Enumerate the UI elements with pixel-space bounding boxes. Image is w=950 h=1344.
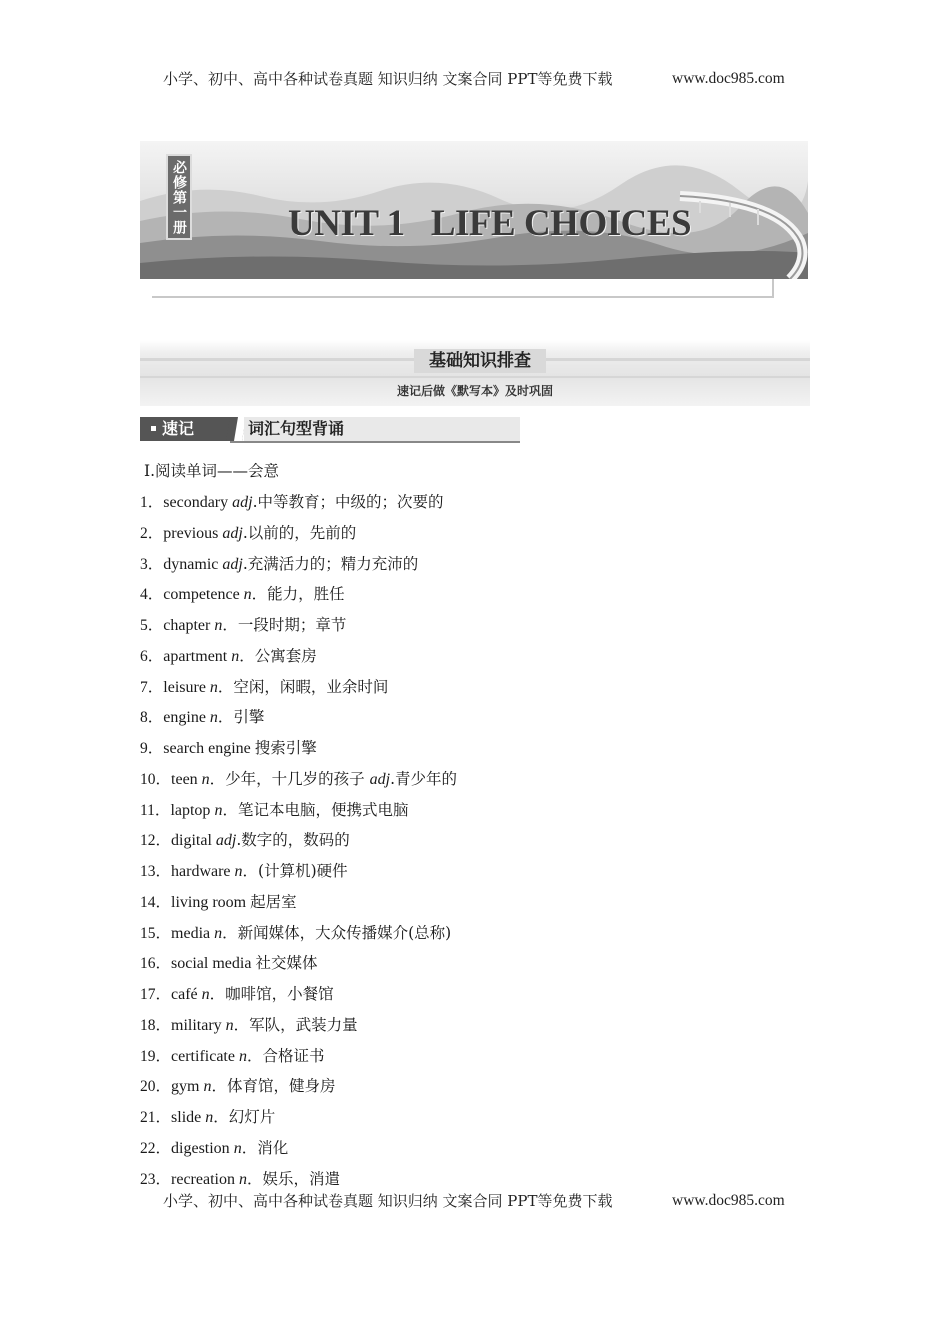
- header-website: www.doc985.com: [672, 70, 785, 87]
- vocab-number: 8．: [140, 709, 164, 727]
- vocab-number: 17．: [140, 986, 172, 1003]
- vocab-meaning: 社交媒体: [255, 954, 318, 973]
- vocab-meaning: 起居室: [250, 892, 297, 911]
- volume-tag: 必修第一册: [166, 154, 192, 240]
- vocab-number: 11．: [140, 801, 171, 819]
- vocab-part-of-speech: n: [225, 1016, 234, 1034]
- vocab-part-of-speech: n: [203, 1078, 212, 1096]
- vocab-part-of-speech: n: [214, 617, 223, 634]
- vocab-meaning: .数字的，数码的: [236, 831, 350, 850]
- vocab-word: slide: [171, 1109, 206, 1126]
- vocab-word: leisure: [163, 678, 210, 696]
- vocab-word: digital: [171, 832, 216, 850]
- vocab-word: military: [171, 1016, 226, 1034]
- header-left-text: 小学、初中、高中各种试卷真题 知识归纳 文案合同 PPT等免费下载: [163, 70, 613, 88]
- section-title: 基础知识排查: [414, 349, 546, 373]
- vocab-meaning: ．公寓套房: [239, 646, 317, 665]
- vocab-word: engine: [163, 709, 210, 727]
- vocab-meaning: .中等教育；中级的；次要的: [252, 493, 444, 511]
- vocab-number: 18．: [140, 1016, 172, 1034]
- vocab-number: 23．: [140, 1170, 172, 1188]
- vocab-part-of-speech: n: [234, 863, 243, 880]
- vocab-meaning-2: .青少年的: [390, 769, 457, 788]
- vocab-word: gym: [171, 1078, 204, 1096]
- section-subtitle: 速记后做《默写本》及时巩固: [396, 384, 553, 398]
- vocab-item: [140, 922, 840, 953]
- vocab-item: [140, 1014, 840, 1045]
- vocab-word: previous: [163, 524, 223, 542]
- vocab-item: [140, 1106, 840, 1137]
- vocab-word: living room: [171, 893, 251, 911]
- vocab-list: [140, 491, 840, 1198]
- vocab-part-of-speech: n: [214, 801, 223, 819]
- vocab-word: social media: [171, 955, 256, 973]
- vocab-part-of-speech-2: adj: [369, 770, 391, 788]
- vocab-meaning: ．体育馆，健身房: [211, 1077, 336, 1096]
- vocab-meaning: ．一段时期；章节: [222, 616, 347, 634]
- vocab-word: digestion: [171, 1139, 234, 1157]
- vocab-meaning: ．消化: [241, 1138, 289, 1157]
- vocab-part-of-speech: adj: [232, 494, 253, 511]
- tab-divider-icon: [226, 417, 246, 441]
- vocab-meaning: ．新闻媒体，大众传播媒介(总称): [222, 923, 452, 942]
- vocab-meaning: ．少年，十几岁的孩子: [209, 769, 370, 788]
- vocab-meaning: ．娱乐，消遣: [246, 1169, 340, 1188]
- tab-quick-memory: [140, 417, 230, 441]
- vocab-meaning: 搜索引擎: [254, 739, 317, 757]
- vocab-number: 12．: [140, 832, 172, 850]
- vocab-item: [140, 1137, 840, 1168]
- vocab-word: certificate: [171, 1047, 239, 1065]
- vocab-word: secondary: [163, 494, 233, 511]
- vocab-item: [140, 983, 840, 1014]
- vocab-meaning: ．空闲，闲暇，业余时间: [217, 677, 389, 696]
- vocab-meaning: ．军队，武装力量: [233, 1015, 358, 1034]
- vocab-number: 2．: [140, 524, 164, 542]
- vocab-item: [140, 1075, 840, 1106]
- vocab-item: [140, 614, 840, 645]
- vocab-number: 13．: [140, 863, 172, 880]
- vocab-item: [140, 645, 840, 676]
- bullet-square-icon: [151, 426, 156, 431]
- vocab-part-of-speech: n: [214, 924, 223, 942]
- vocab-meaning: ．幻灯片: [213, 1108, 276, 1126]
- vocab-number: 16．: [140, 955, 172, 973]
- vocab-word: apartment: [163, 647, 232, 665]
- vocab-part-of-speech: n: [231, 647, 240, 665]
- vocab-item: [140, 553, 840, 584]
- vocab-item: [140, 522, 840, 553]
- vocab-number: 14．: [140, 893, 172, 911]
- vocab-part-of-speech: adj: [222, 524, 243, 542]
- vocab-number: 5．: [140, 617, 164, 634]
- vocab-word: dynamic: [163, 555, 223, 573]
- unit-title: UNIT 1 LIFE CHOICES: [288, 203, 692, 244]
- vocab-word: café: [171, 986, 202, 1003]
- vocab-number: 22．: [140, 1139, 172, 1157]
- vocab-item: [140, 829, 840, 860]
- vocab-number: 10．: [140, 770, 172, 788]
- vocab-word: teen: [171, 770, 202, 788]
- vocab-word: search engine: [163, 740, 255, 757]
- tab-quick-memory-label: 速记: [162, 419, 195, 438]
- vocab-number: 1．: [140, 494, 164, 511]
- vocab-meaning: ．合格证书: [246, 1046, 325, 1065]
- vocab-meaning: ．(计算机)硬件: [242, 862, 348, 880]
- subheading: Ⅰ.阅读单词——会意: [144, 462, 280, 480]
- vocab-item: [140, 860, 840, 891]
- vocab-word: competence: [163, 586, 244, 604]
- vocab-part-of-speech: adj: [215, 832, 237, 850]
- vocab-part-of-speech: n: [205, 1109, 214, 1126]
- vocab-item: [140, 491, 840, 522]
- vocab-word: chapter: [163, 617, 215, 634]
- vocab-meaning: ．笔记本电脑，便携式电脑: [222, 800, 409, 819]
- vocab-item: [140, 799, 840, 830]
- vocab-number: 7．: [140, 678, 164, 696]
- page-header: [0, 68, 950, 90]
- tab-vocab-recitation: [244, 417, 520, 441]
- vocab-meaning: ．引擎: [217, 708, 265, 727]
- tab-underline: [230, 441, 520, 443]
- vocab-item: [140, 1045, 840, 1076]
- vocab-item: [140, 737, 840, 768]
- vocab-part-of-speech: n: [233, 1139, 242, 1157]
- vocab-word: media: [171, 924, 215, 942]
- vocab-meaning: .充满活力的；精力充沛的: [242, 554, 419, 573]
- vocab-part-of-speech: adj: [222, 555, 243, 573]
- vocab-meaning: ．能力，胜任: [251, 585, 345, 604]
- vocab-item: [140, 676, 840, 707]
- vocab-number: 9．: [140, 740, 164, 757]
- vocab-word: hardware: [171, 863, 235, 880]
- vocab-part-of-speech: n: [209, 678, 218, 696]
- vocab-item: [140, 768, 840, 799]
- footer-website: www.doc985.com: [672, 1192, 785, 1209]
- tab-vocab-recitation-label: 词汇句型背诵: [248, 419, 345, 438]
- band-line: [140, 376, 810, 378]
- vocab-number: 4．: [140, 586, 164, 604]
- vocab-part-of-speech: n: [209, 709, 218, 727]
- tab-bar: [140, 417, 520, 443]
- vocab-number: 3．: [140, 555, 164, 573]
- footer-left-text: 小学、初中、高中各种试卷真题 知识归纳 文案合同 PPT等免费下载: [163, 1192, 613, 1210]
- vocab-part-of-speech: n: [201, 770, 210, 788]
- vocab-meaning: .以前的，先前的: [242, 523, 357, 542]
- vocab-meaning: ．咖啡馆，小餐馆: [209, 985, 334, 1003]
- vocab-part-of-speech: n: [243, 586, 252, 604]
- vocab-part-of-speech: n: [238, 1047, 247, 1065]
- vocab-part-of-speech: n: [238, 1170, 247, 1188]
- vocab-part-of-speech: n: [201, 986, 210, 1003]
- vocab-number: 6．: [140, 647, 164, 665]
- vocab-item: [140, 952, 840, 983]
- vocab-item: [140, 891, 840, 922]
- vocab-word: recreation: [171, 1170, 239, 1188]
- vocab-word: laptop: [170, 801, 215, 819]
- vocab-number: 21．: [140, 1109, 172, 1126]
- vocab-item: [140, 583, 840, 614]
- page-footer: [0, 1190, 950, 1212]
- vocab-number: 15．: [140, 924, 172, 942]
- vocab-item: [140, 706, 840, 737]
- vocab-number: 20．: [140, 1078, 172, 1096]
- vocab-number: 19．: [140, 1047, 172, 1065]
